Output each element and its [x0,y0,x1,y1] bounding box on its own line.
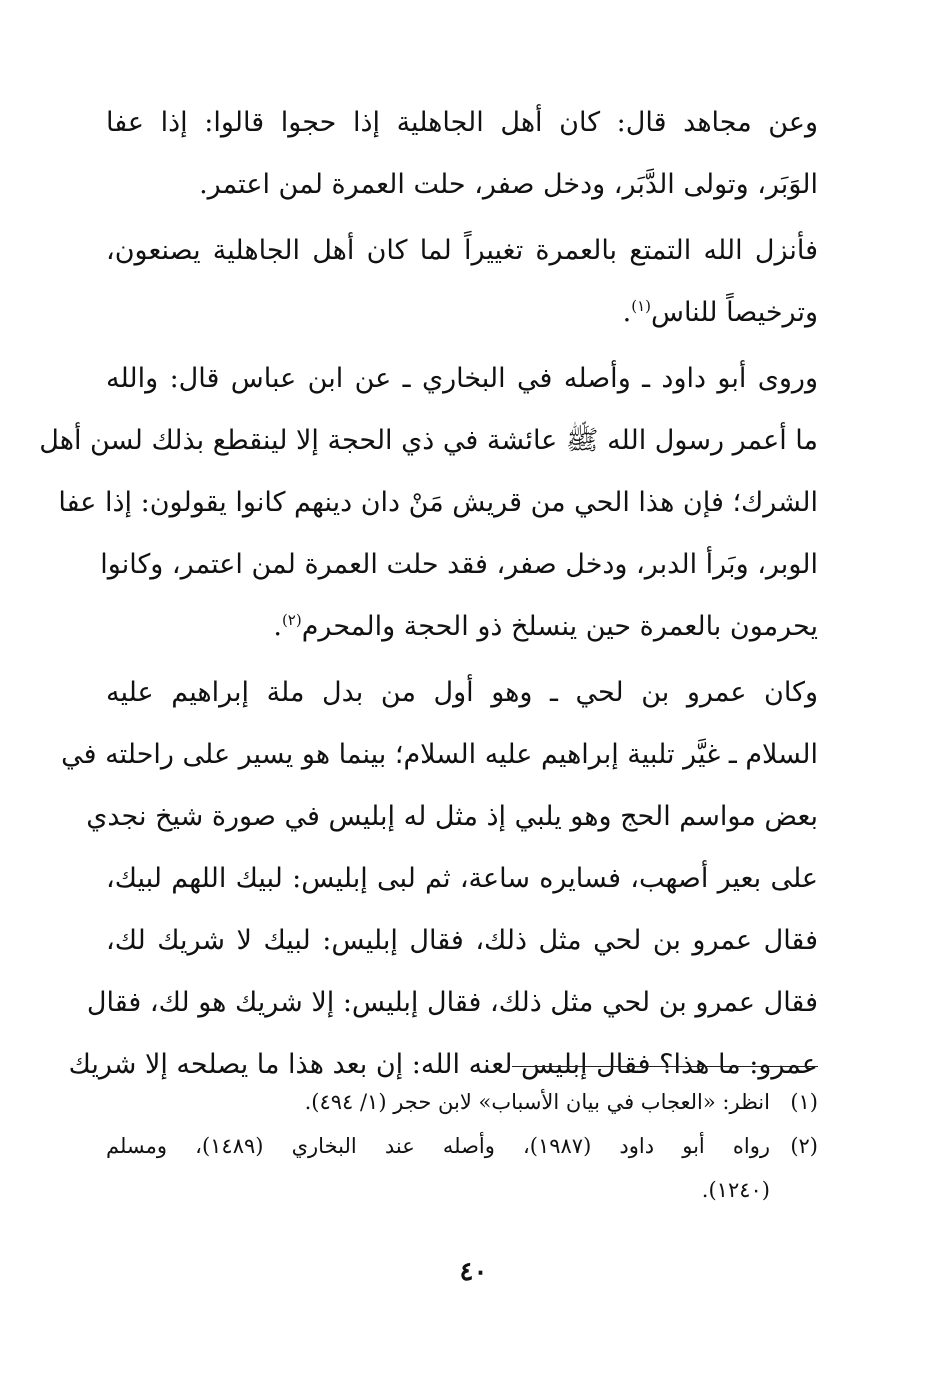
sentence-end: . [273,611,282,642]
text-line [106,282,818,344]
page-number: ٤٠ [459,1257,488,1287]
footnote-line: (١٢٤٠). [701,1178,770,1202]
text-line-content: وترخيصاً للناس [650,297,818,328]
footnote-number: (١) [790,1090,818,1114]
footnote-ref-2[interactable]: (٢) [281,611,302,629]
text-line: بعض مواسم الحج وهو يلبي إذ مثل له إبليس في صورة شيخ نجدي [86,801,818,832]
text-line: فقال عمرو بن لحي مثل ذلك، فقال إبليس: إلا شريك هو لك، فقال [86,987,818,1018]
footnote-ref-1[interactable]: (١) [631,297,651,315]
paragraph-amr-ibn-luhayy [61,662,818,1096]
text-line: الشرك؛ فإن هذا الحي من قريش مَنْ دان دينهم كانوا يقولون: إذا عفا [58,487,818,518]
main-text [39,92,818,1100]
footnote-number: (٢) [790,1134,818,1158]
text-line: ما أعمر رسول الله ﷺ عائشة في ذي الحجة إلا لينقطع بذلك لسن أهل [39,425,818,456]
footnote-text [106,1080,770,1124]
text-line: وعن مجاهد قال: كان أهل الجاهلية إذا حجوا قالوا: إذا عفا [106,107,818,138]
sentence-end: . [622,297,632,328]
text-line: الوبر، وبَرأ الدبر، ودخل صفر، فقد حلت العمرة لمن اعتمر، وكانوا [100,549,818,580]
text-line: فقال عمرو بن لحي مثل ذلك، فقال إبليس: لبيك لا شريك لك، [106,925,818,956]
paragraph-tamattu [106,220,818,344]
footnote-line: انظر: «العجاب في بيان الأسباب» لابن حجر (١/ ٤٩٤). [304,1090,770,1114]
text-line: الوَبَر، وتولى الدَّبَر، ودخل صفر، حلت العمرة لمن اعتمر. [199,169,818,200]
paragraph-mujahid [106,92,818,216]
text-line [106,596,818,658]
text-line: عمرو: ما هذا؟ فقال إبليس لعنه الله: إن بعد هذا ما يصلحه إلا شريك [68,1049,818,1080]
text-line: فأنزل الله التمتع بالعمرة تغييراً لما كان أهل الجاهلية يصنعون، [106,235,818,266]
text-line: على بعير أصهب، فسايره ساعة، ثم لبى إبليس: لبيك اللهم لبيك، [106,863,818,894]
text-line: وروى أبو داود ـ وأصله في البخاري ـ عن ابن عباس قال: والله [106,363,818,394]
footnote-1 [106,1080,818,1124]
footnote-2 [106,1124,818,1212]
paragraph-abu-dawud [39,348,818,658]
text-line-content: يحرمون بالعمرة حين ينسلخ ذو الحجة والمحرم [301,611,818,642]
footnotes [106,1080,818,1212]
text-line: السلام ـ غيَّر تلبية إبراهيم عليه السلام؛ بينما هو يسير على راحلته في [61,739,818,770]
footnote-separator [512,1066,818,1067]
footnote-line: رواه أبو داود (١٩٨٧)، وأصله عند البخاري (١٤٨٩)، ومسلم [106,1134,770,1158]
text-line: وكان عمرو بن لحي ـ وهو أول من بدل ملة إبراهيم عليه [106,677,818,708]
footnote-text [106,1124,770,1212]
